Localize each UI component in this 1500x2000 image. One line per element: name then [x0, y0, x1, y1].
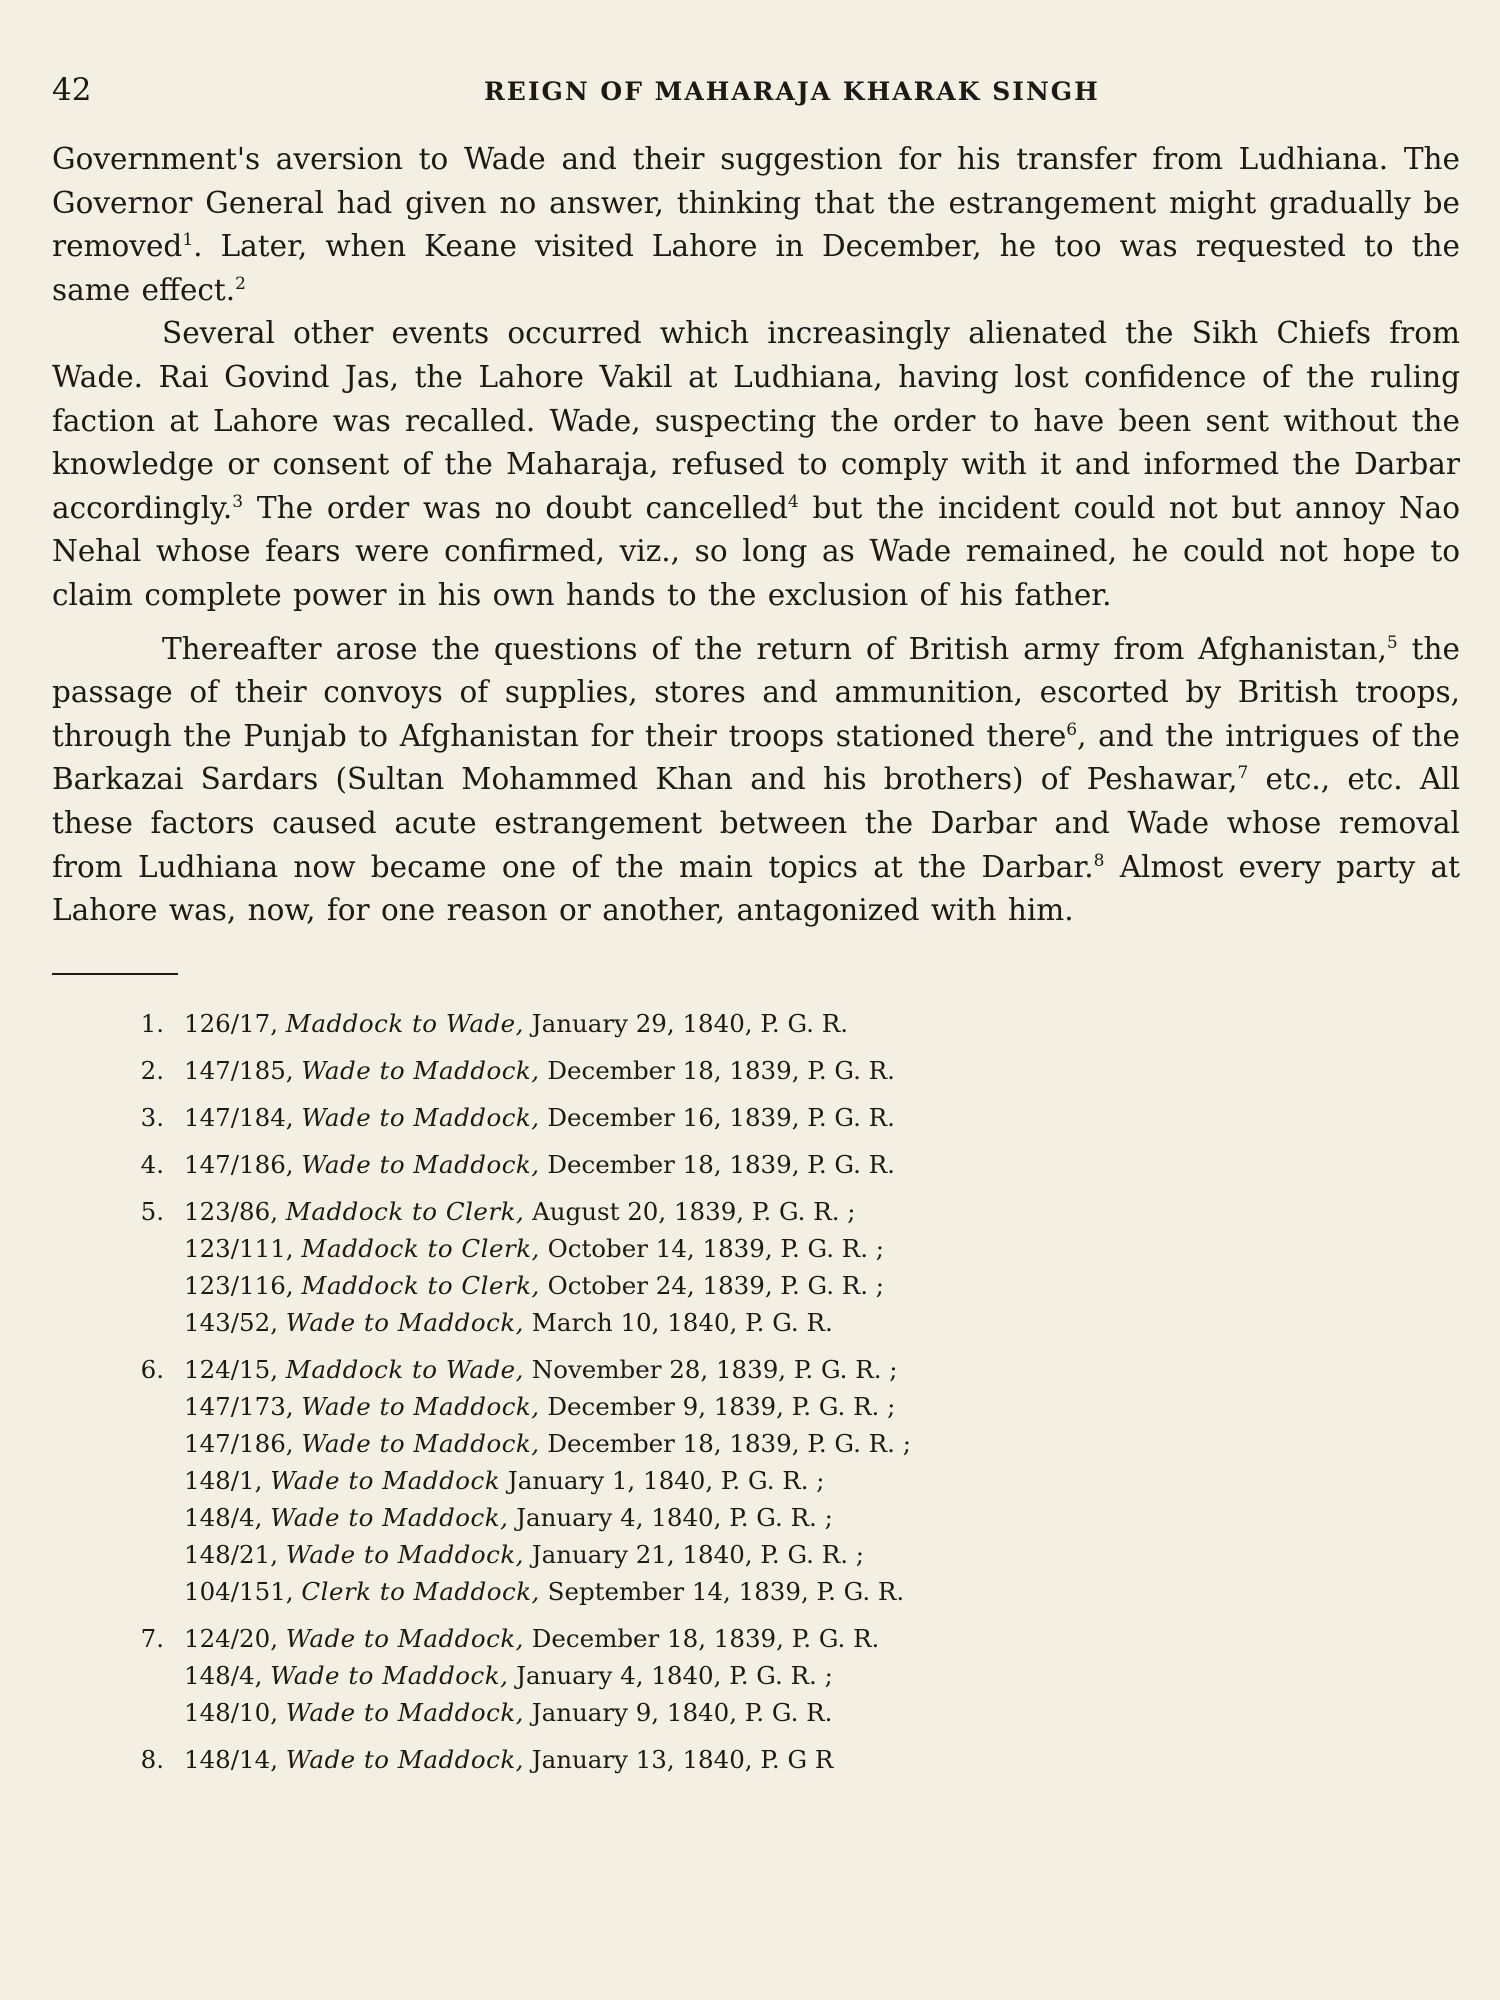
- reference-file: 147/173,: [184, 1391, 294, 1421]
- text-segment: Thereafter arose the questions of the return of British army from Afghanistan,: [162, 631, 1387, 666]
- footnote-references: [184, 1351, 1460, 1610]
- footnote-marker: 3: [232, 491, 244, 512]
- reference-file: 148/14,: [184, 1744, 278, 1774]
- reference-date: October 24, 1839, P. G. R. ;: [547, 1270, 885, 1300]
- text-segment: but the incident could not but annoy Nao Nehal whose fears were confirmed, viz., so long as Wade remained, he could not hope to claim complete power in his own hands to the exclusion of his father.: [52, 490, 1461, 612]
- reference-date: January 4, 1840, P. G. R. ;: [516, 1660, 833, 1690]
- reference-date: March 10, 1840, P. G. R.: [531, 1307, 833, 1337]
- reference-date: December 9, 1839, P. G. R. ;: [547, 1391, 896, 1421]
- reference-title: Wade to Maddock,: [301, 1149, 540, 1179]
- text-segment: Almost every party at Lahore was, now, for one reason or another, antagonized with him.: [52, 849, 1460, 928]
- reference-date: December 16, 1839, P. G. R.: [547, 1102, 895, 1132]
- footnote-marker: 4: [787, 491, 799, 512]
- footnote-reference: [184, 1388, 1460, 1425]
- footnote-reference: [184, 1304, 1460, 1341]
- page-number: 42: [52, 72, 92, 108]
- reference-file: 147/186,: [184, 1428, 294, 1458]
- footnote-references: [184, 1146, 1460, 1183]
- footnote-rule: [52, 973, 178, 975]
- reference-date: November 28, 1839, P. G. R. ;: [531, 1354, 898, 1384]
- reference-file: 124/15,: [184, 1354, 278, 1384]
- footnote-references: [184, 1193, 1460, 1341]
- reference-file: 147/186,: [184, 1149, 294, 1179]
- footnote-reference: [184, 1230, 1460, 1267]
- reference-title: Wade to Maddock,: [285, 1623, 524, 1653]
- text-segment: Several other events occurred which increasingly alienated the Sikh Chiefs from Wade. Rai Govind Jas, the Lahore Vakil at Ludhiana, having lost confidence of the ruling faction at Lahore was recalled. Wade, suspecting the order to have been sent without the knowledge or consent of the Maharaja, refused to comply with it and informed the Darbar accordingly.: [52, 316, 1460, 525]
- footnote-reference: [184, 1741, 1460, 1778]
- footnote: [52, 1741, 1460, 1778]
- footnote-marker: 2: [235, 273, 246, 294]
- reference-date: December 18, 1839, P. G. R.: [547, 1055, 895, 1085]
- footnote-reference: [184, 1462, 1460, 1499]
- footnote-reference: [184, 1573, 1460, 1610]
- footnotes: [52, 1005, 1460, 1778]
- running-head: [52, 72, 1460, 128]
- reference-file: 148/21,: [184, 1539, 278, 1569]
- footnote-marker: 8: [1093, 850, 1105, 871]
- footnote-number: 1.: [140, 1008, 164, 1038]
- running-title: REIGN OF MAHARAJA KHARAK SINGH: [484, 77, 1100, 106]
- text-segment: etc., etc. All these factors caused acute estrangement between the Darbar and Wade whose removal from Ludhiana now became one of the main topics at the Darbar.: [52, 762, 1461, 884]
- footnote-references: [184, 1741, 1460, 1778]
- footnote-reference: [184, 1193, 1460, 1230]
- footnote: [52, 1005, 1460, 1042]
- footnote-reference: [184, 1351, 1460, 1388]
- reference-title: Wade to Maddock: [270, 1465, 501, 1495]
- footnote: [52, 1620, 1460, 1731]
- reference-date: January 29, 1840, P. G. R.: [531, 1008, 848, 1038]
- footnote-number: 4.: [140, 1149, 164, 1179]
- footnote-number: 6.: [140, 1354, 164, 1384]
- footnote-reference: [184, 1536, 1460, 1573]
- footnote-marker: 6: [1066, 719, 1078, 740]
- reference-file: 123/116,: [184, 1270, 294, 1300]
- reference-file: 148/1,: [184, 1465, 263, 1495]
- reference-title: Wade to Maddock,: [285, 1539, 524, 1569]
- footnote-reference: [184, 1499, 1460, 1536]
- reference-date: January 1, 1840, P. G. R. ;: [507, 1465, 825, 1495]
- footnote: [52, 1146, 1460, 1183]
- reference-file: 147/184,: [184, 1102, 294, 1132]
- reference-title: Clerk to Maddock,: [301, 1576, 540, 1606]
- text-segment: , and the intrigues of the Barkazai Sardars (Sultan Mohammed Khan and his brothers) of Peshawar,: [52, 718, 1460, 797]
- reference-title: Wade to Maddock,: [285, 1697, 524, 1727]
- footnote: [52, 1351, 1460, 1610]
- reference-title: Wade to Maddock,: [301, 1391, 540, 1421]
- reference-title: Wade to Maddock,: [301, 1055, 540, 1085]
- reference-file: 124/20,: [184, 1623, 278, 1653]
- reference-title: Wade to Maddock,: [285, 1744, 524, 1774]
- text-segment: The order was no doubt cancelled: [243, 490, 788, 525]
- reference-date: January 21, 1840, P. G. R. ;: [531, 1539, 865, 1569]
- paragraph-2: [52, 312, 1460, 617]
- footnote-number: 3.: [140, 1102, 164, 1132]
- footnote-marker: 1: [182, 230, 194, 251]
- footnote-reference: [184, 1425, 1460, 1462]
- body-text: [52, 138, 1460, 933]
- reference-title: Wade to Maddock,: [301, 1102, 540, 1132]
- footnote-reference: [184, 1005, 1460, 1042]
- footnote-references: [184, 1099, 1460, 1136]
- reference-file: 126/17,: [184, 1008, 278, 1038]
- text-segment: Government's aversion to Wade and their suggestion for his transfer from Ludhiana. The Governor General had given no answer, thinking that the estrangement might gradually be removed: [52, 142, 1460, 264]
- footnote-number: 7.: [140, 1623, 164, 1653]
- reference-date: December 18, 1839, P. G. R.: [547, 1149, 895, 1179]
- reference-title: Wade to Maddock,: [270, 1660, 509, 1690]
- footnote-references: [184, 1620, 1460, 1731]
- reference-title: Maddock to Clerk,: [301, 1270, 540, 1300]
- reference-file: 123/86,: [184, 1196, 278, 1226]
- footnote-marker: 5: [1386, 632, 1398, 653]
- reference-title: Maddock to Clerk,: [301, 1233, 540, 1263]
- footnote-number: 8.: [140, 1744, 164, 1774]
- footnote-reference: [184, 1657, 1460, 1694]
- footnote-reference: [184, 1620, 1460, 1657]
- reference-date: December 18, 1839, P. G. R. ;: [547, 1428, 911, 1458]
- reference-title: Maddock to Wade,: [285, 1008, 524, 1038]
- paragraph-3: [52, 628, 1460, 933]
- reference-file: 148/4,: [184, 1660, 263, 1690]
- reference-title: Maddock to Wade,: [285, 1354, 524, 1384]
- footnote-references: [184, 1005, 1460, 1042]
- footnote: [52, 1052, 1460, 1089]
- text-segment: . Later, when Keane visited Lahore in December, he too was requested to the same effect.: [52, 229, 1460, 307]
- footnote-reference: [184, 1099, 1460, 1136]
- reference-title: Wade to Maddock,: [301, 1428, 540, 1458]
- footnote-number: 5.: [140, 1196, 164, 1226]
- reference-date: January 4, 1840, P. G. R. ;: [516, 1502, 833, 1532]
- footnote-number: 2.: [140, 1055, 164, 1085]
- footnote-references: [184, 1052, 1460, 1089]
- reference-file: 143/52,: [184, 1307, 278, 1337]
- footnote-reference: [184, 1052, 1460, 1089]
- reference-date: January 9, 1840, P. G. R.: [531, 1697, 833, 1727]
- reference-file: 147/185,: [184, 1055, 294, 1085]
- reference-date: September 14, 1839, P. G. R.: [547, 1576, 905, 1606]
- footnote-marker: 7: [1237, 763, 1249, 784]
- reference-date: December 18, 1839, P. G. R.: [531, 1623, 880, 1653]
- footnote-reference: [184, 1267, 1460, 1304]
- text-segment: the passage of their convoys of supplies, stores and ammunition, escorted by British troops, through the Punjab to Afghanistan for their troops stationed there: [52, 631, 1460, 753]
- footnote: [52, 1193, 1460, 1341]
- reference-title: Maddock to Clerk,: [285, 1196, 525, 1226]
- reference-date: January 13, 1840, P. G R: [531, 1744, 834, 1774]
- reference-file: 104/151,: [184, 1576, 294, 1606]
- footnote-reference: [184, 1694, 1460, 1731]
- reference-title: Wade to Maddock,: [285, 1307, 524, 1337]
- reference-date: August 20, 1839, P. G. R. ;: [532, 1196, 856, 1226]
- footnote-reference: [184, 1146, 1460, 1183]
- reference-file: 148/4,: [184, 1502, 263, 1532]
- reference-file: 123/111,: [184, 1233, 294, 1263]
- footnote: [52, 1099, 1460, 1136]
- reference-title: Wade to Maddock,: [270, 1502, 509, 1532]
- reference-file: 148/10,: [184, 1697, 278, 1727]
- paragraph-1: [52, 138, 1460, 312]
- reference-date: October 14, 1839, P. G. R. ;: [547, 1233, 885, 1263]
